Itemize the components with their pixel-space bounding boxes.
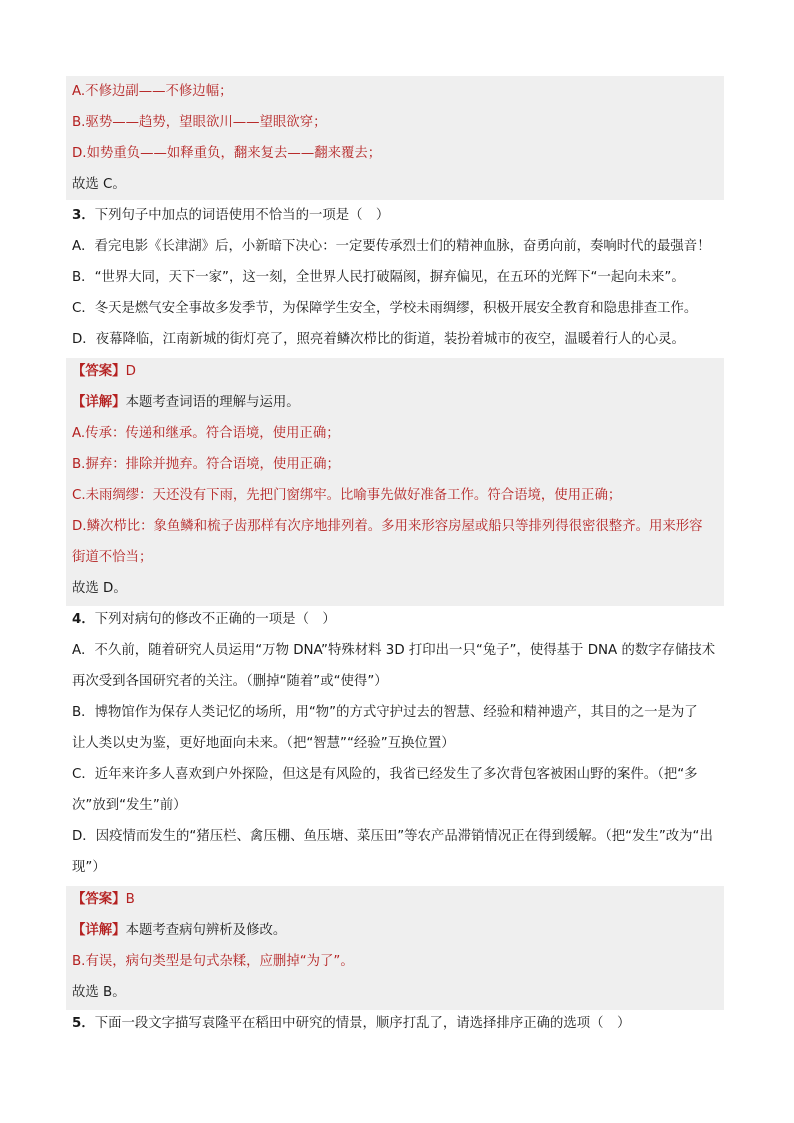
detail-tag: 【详解】 xyxy=(72,923,126,938)
detail-text: 本题考查病句辨析及修改。 xyxy=(125,923,287,938)
answer-tag: 【答案】 xyxy=(72,364,126,379)
explanation-q3-a: A.传承：传递和继承。符合语境，使用正确； xyxy=(72,426,340,441)
question-4-option-d-cont: 现”） xyxy=(72,860,106,875)
question-4-option-a-cont: 再次受到各国研究者的关注。（删掉“随着”或“使得”） xyxy=(72,674,388,689)
question-4-option-c-cont: 次”放到“发生”前） xyxy=(72,798,187,813)
question-3-option-a: A．看完电影《长津湖》后，小新暗下决心：一定要传承烈士们的精神血脉，奋勇向前，奏响时代的最强音！ xyxy=(72,239,711,254)
question-number: 3． xyxy=(72,208,95,223)
detail-tag: 【详解】 xyxy=(72,395,126,410)
question-text: 下列对病句的修改不正确的一项是（ ） xyxy=(94,612,336,627)
answer-tag: 【答案】 xyxy=(72,892,126,907)
question-5-stem xyxy=(72,1014,722,1034)
conclusion-q3: 故选 D。 xyxy=(72,581,127,596)
explanation-q3-d-cont: 街道不恰当； xyxy=(72,550,153,565)
question-text: 下面一段文字描写袁隆平在稻田中研究的情景，顺序打乱了，请选择排序正确的选项（ ） xyxy=(94,1016,631,1031)
answer-q4 xyxy=(72,890,722,910)
question-4-option-c: C．近年来许多人喜欢到户外探险，但这是有风险的，我省已经发生了多次背包客被困山野的案件。（把“多 xyxy=(72,767,698,782)
question-4-option-d: D．因疫情而发生的“猪压栏、禽压棚、鱼压塘、菜压田”等农产品滞销情况正在得到缓解。（把“发生”改为“出 xyxy=(72,829,713,844)
conclusion-previous: 故选 C。 xyxy=(72,177,126,192)
explanation-q3-c: C.未雨绸缪：天还没有下雨，先把门窗绑牢。比喻事先做好准备工作。符合语境，使用正确； xyxy=(72,488,622,503)
explanation-q3-d: D.鳞次栉比：象鱼鳞和梳子齿那样有次序地排列着。多用来形容房屋或船只等排列得很密很整齐。用来形容 xyxy=(72,519,703,534)
question-4-option-b-cont: 让人类以史为鉴，更好地面向未来。（把“智慧”“经验”互换位置） xyxy=(72,736,455,751)
explanation-b: B.驱势——趋势，望眼欲川——望眼欲穿； xyxy=(72,115,327,130)
explanation-d: D.如势重负——如释重负，翻来复去——翻来覆去； xyxy=(72,146,382,161)
question-3-option-b: B．“世界大同，天下一家”，这一刻，全世界人民打破隔阂，摒弃偏见，在五环的光辉下“一起向未来”。 xyxy=(72,270,685,285)
detail-text: 本题考查词语的理解与运用。 xyxy=(125,395,300,410)
question-3-stem xyxy=(72,206,722,226)
answer-value: D xyxy=(125,364,136,379)
explanation-a: A.不修边副——不修边幅； xyxy=(72,84,233,99)
question-3-option-c: C．冬天是燃气安全事故多发季节，为保障学生安全，学校未雨绸缪，积极开展安全教育和隐患排查工作。 xyxy=(72,301,698,316)
explanation-q4-b: B.有误，病句类型是句式杂糅，应删掉“为了”。 xyxy=(72,954,354,969)
answer-value: B xyxy=(125,892,135,907)
question-3-option-d: D．夜幕降临，江南新城的街灯亮了，照亮着鳞次栉比的街道，装扮着城市的夜空，温暖着行人的心灵。 xyxy=(72,332,685,347)
explanation-q3-b: B.摒弃：排除并抛弃。符合语境，使用正确； xyxy=(72,457,340,472)
question-number: 5． xyxy=(72,1016,95,1031)
question-4-option-a: A．不久前，随着研究人员运用“万物 DNA”特殊材料 3D 打印出一只“兔子”，使得基于 DNA 的数字存储技术 xyxy=(72,643,716,658)
conclusion-q4: 故选 B。 xyxy=(72,985,126,1000)
question-4-stem xyxy=(72,610,722,630)
question-4-option-b: B．博物馆作为保存人类记忆的场所，用“物”的方式守护过去的智慧、经验和精神遗产，其目的之一是为了 xyxy=(72,705,698,720)
question-number: 4． xyxy=(72,612,95,627)
answer-q3 xyxy=(72,362,722,382)
detail-q3 xyxy=(72,393,722,413)
question-text: 下列句子中加点的词语使用不恰当的一项是（ ） xyxy=(94,208,390,223)
detail-q4 xyxy=(72,921,722,941)
